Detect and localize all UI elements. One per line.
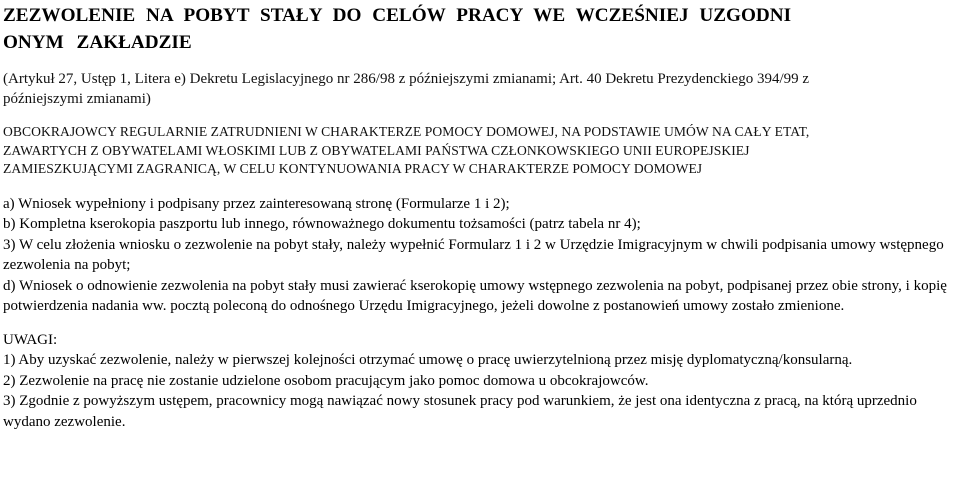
- requirement-item-d: d) Wniosek o odnowienie zezwolenia na pobyt stały musi zawierać kserokopię umowy wstępnego zezwolenia na pobyt, podpisanej przez obie strony, i kopię potwierdzenia nadania ww. pocztą poleconą do odnośnego Urzędu Imigracyjnego, jeżeli dowolne z postanowień umowy zostało zmienione.: [3, 277, 947, 315]
- document-title: [3, 2, 957, 56]
- notes-list: [3, 350, 953, 432]
- notes-heading: UWAGI:: [3, 332, 58, 349]
- requirement-item-3: 3) W celu złożenia wniosku o zezwolenie na pobyt stały, należy wypełnić Formularz 1 i 2 w Urzędzie Imigracyjnym w chwili podpisania umowy wstępnego zezwolenia na pobyt;: [3, 236, 944, 274]
- requirements-list: [3, 194, 953, 318]
- legal-reference: [3, 69, 943, 109]
- category-line-1: OBCOKRAJOWCY REGULARNIE ZATRUDNIENI W CHARAKTERZE POMOCY DOMOWEJ, NA PODSTAWIE UMÓW NA CAŁY ETAT,: [3, 124, 810, 139]
- requirement-item-b: b) Kompletna kserokopia paszportu lub innego, równoważnego dokumentu tożsamości (patrz tabela nr 4);: [3, 216, 641, 233]
- legal-reference-line-1: (Artykuł 27, Ustęp 1, Litera e) Dekretu Legislacyjnego nr 286/98 z późniejszymi zmianami; Art. 40 Dekretu Prezydenckiego 394/99 z: [3, 71, 810, 87]
- title-line-2: ONYM ZAKŁADZIE: [3, 32, 192, 53]
- note-item-1: 1) Aby uzyskać zezwolenie, należy w pierwszej kolejności otrzymać umowę o pracę uwierzytelnioną przez misję dyplomatyczną/konsularną.: [3, 352, 853, 369]
- category-line-3: ZAMIESZKUJĄCYMI ZAGRANICĄ, W CELU KONTYNUOWANIA PRACY W CHARAKTERZE POMOCY DOMOWEJ: [3, 161, 703, 176]
- legal-reference-line-2: późniejszymi zmianami): [3, 91, 151, 107]
- title-line-1: ZEZWOLENIE NA POBYT STAŁY DO CELÓW PRACY WE WCZEŚNIEJ UZGODNI: [3, 5, 792, 26]
- applicant-category: [3, 123, 953, 179]
- category-line-2: ZAWARTYCH Z OBYWATELAMI WŁOSKIMI LUB Z OBYWATELAMI PAŃSTWA CZŁONKOWSKIEGO UNII EUROPEJSKIEJ: [3, 142, 750, 158]
- note-item-3: 3) Zgodnie z powyższym ustępem, pracownicy mogą nawiązać nowy stosunek pracy pod warunkiem, że jest ona identyczna z pracą, na którą uprzednio wydano zezwolenie.: [3, 393, 917, 430]
- note-item-2: 2) Zezwolenie na pracę nie zostanie udzielone osobom pracującym jako pomoc domowa u obcokrajowców.: [3, 372, 649, 389]
- requirement-item-a: a) Wniosek wypełniony i podpisany przez zainteresowaną stronę (Formularze 1 i 2);: [3, 195, 510, 212]
